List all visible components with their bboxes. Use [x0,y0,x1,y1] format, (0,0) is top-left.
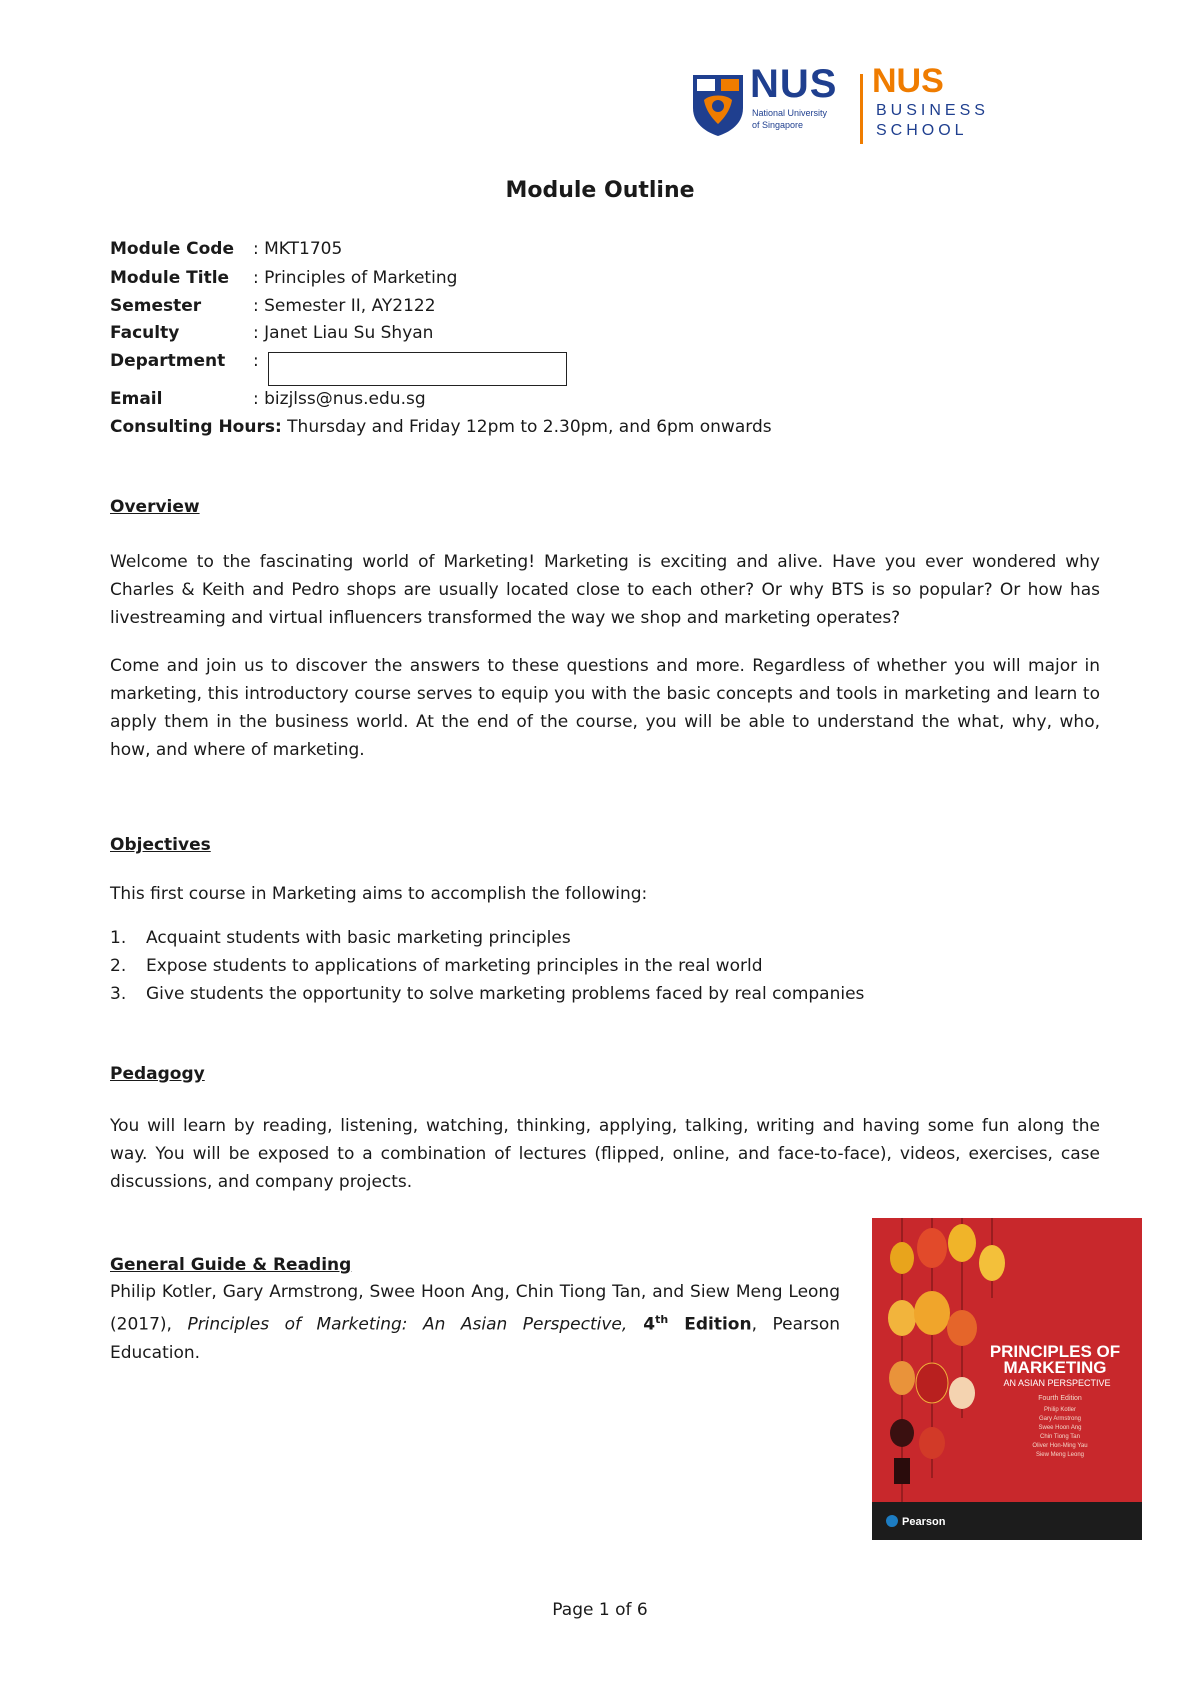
book-cover-image [872,1218,1142,1540]
nus-crest-icon [690,72,746,138]
business-school-line-2: SCHOOL [876,122,968,139]
field-consulting-hours: Consulting Hours: Thursday and Friday 12pm to 2.30pm, and 6pm onwards [110,417,772,437]
field-semester: Semester : Semester II, AY2122 [110,296,436,316]
cover-publisher: Pearson [886,1515,945,1528]
logo-divider [860,74,863,144]
overview-paragraph-1: Welcome to the fascinating world of Marketing! Marketing is exciting and alive. Have you ever wondered why Charles & Keith and Pedro shops are usually located close to each other? Or why BTS is so popular? Or how has livestreaming and virtual influencers transformed the way we shop and marketing operates? [110,552,1100,628]
cover-subtitle: AN ASIAN PERSPECTIVE [1003,1378,1111,1388]
pedagogy-paragraph: You will learn by reading, listening, watching, thinking, applying, talking, writing and having some fun along the way. You will be exposed to a combination of lectures (flipped, online, and face-to-face), videos, exercises, case discussions, and company projects. [110,1116,1100,1192]
department-field-box[interactable] [268,352,567,386]
field-department: Department : [110,351,259,371]
overview-paragraph-2: Come and join us to discover the answers to these questions and more. Regardless of whether you will major in marketing, this introductory course serves to equip you with the basic concepts and tools in marketing and learn to apply them in the business world. At the end of the course, you will be able to understand the what, why, who, how, and where of marketing. [110,656,1100,760]
nus-tagline-2: of Singapore [752,120,804,130]
header-logos [690,62,1015,150]
page-title: Module Outline [505,178,695,203]
field-faculty: Faculty : Janet Liau Su Shyan [110,323,434,343]
guide-reference: Philip Kotler, Gary Armstrong, Swee Hoon Ang, Chin Tiong Tan, and Siew Meng Leong (2017), Principles of Marketing: An Asian Perspective, 4th Edition, Pearson Education. [110,1282,841,1363]
objectives-heading: Objectives [110,835,211,855]
nus-wordmark: NUS [750,62,838,106]
guide-heading: General Guide & Reading [110,1255,352,1275]
field-email: Email : bizjlss@nus.edu.sg [110,389,426,409]
list-item: 3. Give students the opportunity to solve marketing problems faced by real companies [110,984,865,1004]
overview-heading: Overview [110,497,200,517]
pearson-logo-icon [886,1515,898,1527]
cover-authors: Philip Kotler Gary Armstrong Swee Hoon Ang Chin Tiong Tan Oliver Hon-Ming Yau Siew Meng Leong [1032,1407,1088,1458]
list-item: 2. Expose students to applications of marketing principles in the real world [110,956,763,976]
pedagogy-heading: Pedagogy [110,1064,205,1084]
objectives-list [110,924,864,1008]
cover-edition: Fourth Edition [1038,1395,1082,1402]
field-module-code: Module Code : MKT1705 [110,239,343,259]
page-number: Page 1 of 6 [552,1600,648,1620]
field-module-title: Module Title : Principles of Marketing [110,268,458,288]
cover-title: PRINCIPLES OF MARKETING [989,1342,1121,1377]
business-school-line-1: BUSINESS [876,102,989,119]
nus-tagline-1: National University [752,108,828,118]
business-school-wordmark: NUS [872,62,944,100]
objectives-intro: This first course in Marketing aims to accomplish the following: [110,884,648,904]
list-item: 1. Acquaint students with basic marketing principles [110,928,571,948]
